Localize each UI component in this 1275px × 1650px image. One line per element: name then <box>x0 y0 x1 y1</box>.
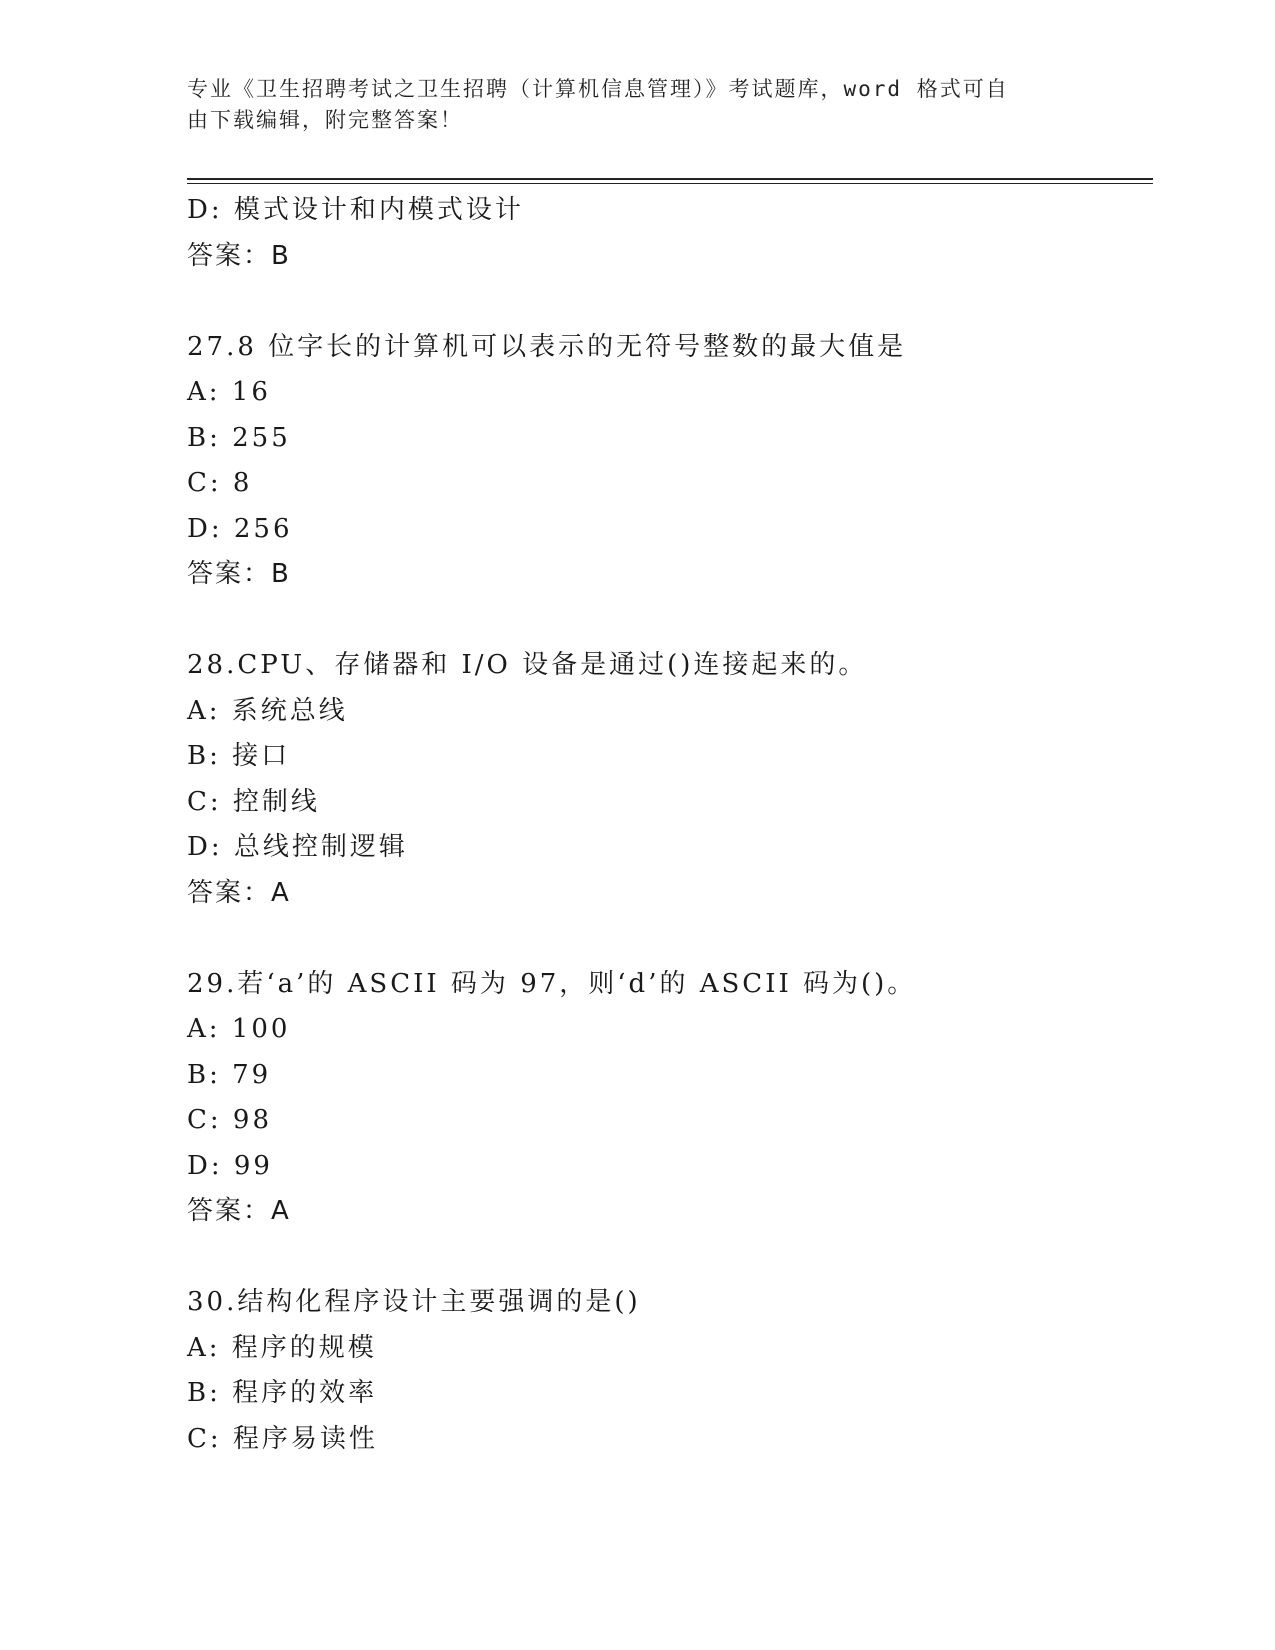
question-stem: 28.CPU、存储器和 I/O 设备是通过()连接起来的。 <box>187 650 868 680</box>
option-b: B: 255 <box>187 422 291 453</box>
header-title-line-1: 专业《卫生招聘考试之卫生招聘（计算机信息管理）》考试题库，word 格式可自 <box>187 77 1009 101</box>
option-a: A: 系统总线 <box>187 695 348 726</box>
answer-line: 答案：B <box>187 240 291 271</box>
option-c: C: 98 <box>187 1105 273 1135</box>
question-27 <box>187 325 1153 598</box>
answer-line: 答案：A <box>187 877 291 908</box>
option-c: C: 8 <box>187 468 253 498</box>
option-d: D: 模式设计和内模式设计 <box>187 195 524 225</box>
header-divider-thin <box>187 183 1153 184</box>
option-b: B: 79 <box>187 1059 272 1090</box>
question-stem: 29.若‘a’的 ASCII 码为 97，则‘d’的 ASCII 码为()。 <box>187 968 917 999</box>
spacer <box>187 279 1153 325</box>
option-d: D: 总线控制逻辑 <box>187 832 408 862</box>
option-b: B: 接口 <box>187 741 291 771</box>
spacer <box>187 916 1153 962</box>
spacer <box>187 598 1153 644</box>
question-stem: 27.8 位字长的计算机可以表示的无符号整数的最大值是 <box>187 331 907 362</box>
answer-line: 答案：A <box>187 1196 291 1226</box>
option-d: D: 256 <box>187 513 293 544</box>
option-a: A: 100 <box>187 1014 291 1044</box>
question-fragment <box>187 188 1153 279</box>
header-title-line-2: 由下载编辑，附完整答案！ <box>187 108 463 132</box>
question-stem: 30.结构化程序设计主要强调的是() <box>187 1287 641 1317</box>
question-list <box>187 188 1153 1462</box>
document-header <box>187 74 1087 136</box>
option-a: A: 程序的规模 <box>187 1332 377 1363</box>
option-d: D: 99 <box>187 1150 273 1181</box>
question-28 <box>187 643 1153 916</box>
question-29 <box>187 962 1153 1235</box>
option-a: A: 16 <box>187 377 271 407</box>
question-30 <box>187 1280 1153 1462</box>
header-divider-thick <box>187 178 1153 180</box>
spacer <box>187 1235 1153 1281</box>
answer-line: 答案：B <box>187 559 291 589</box>
option-c: C: 控制线 <box>187 786 320 817</box>
option-b: B: 程序的效率 <box>187 1378 378 1408</box>
option-c: C: 程序易读性 <box>187 1423 378 1454</box>
